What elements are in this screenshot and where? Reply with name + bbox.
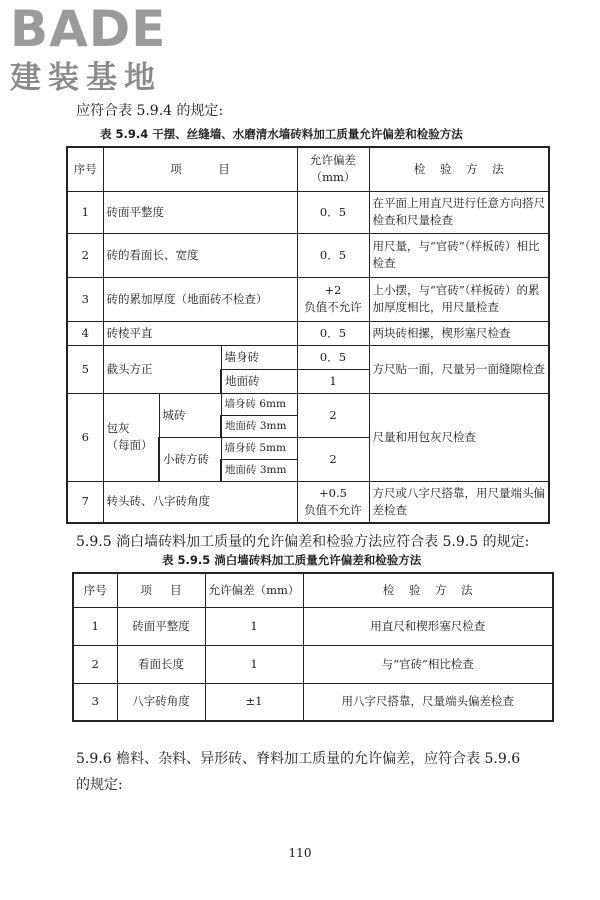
t2-header-item: 项 目 — [117, 573, 205, 607]
t1-r1-item: 砖面平整度 — [103, 191, 297, 233]
t1-r1-method: 在平面上用直尺进行任意方向搭尺检查和尺量检查 — [369, 191, 549, 233]
t1-header-item: 项 目 — [103, 147, 297, 191]
table-row — [73, 683, 553, 721]
table-5-9-5 — [72, 572, 554, 722]
t1-r5-item: 截头方正 — [103, 345, 221, 393]
logo-brand: BADE — [10, 0, 167, 58]
t2-r1-tol: 1 — [205, 607, 303, 645]
t2-header-no: 序号 — [73, 573, 117, 607]
t1-r3-no: 3 — [67, 277, 103, 321]
paragraph-5-9-6-line1: 5.9.6 檐料、杂料、异形砖、脊料加工质量的允许偏差，应符合表 5.9.6 — [76, 751, 521, 767]
t1-r6-group1: 城砖 — [159, 393, 221, 437]
t1-r5-sub2: 地面砖 — [221, 369, 297, 393]
logo-subtitle: 建装基地 — [10, 60, 162, 96]
table-5-9-4 — [66, 146, 550, 524]
intro-text: 应符合表 5.9.4 的规定: — [76, 103, 224, 119]
t2-r1-no: 1 — [73, 607, 117, 645]
table1-caption: 表 5.9.4 干摆、丝缝墙、水磨清水墙砖料加工质量允许偏差和检验方法 — [100, 127, 463, 141]
t1-r3-tol: +2 负值不允许 — [297, 277, 369, 321]
t2-header-method: 检 验 方 法 — [303, 573, 553, 607]
paragraph-5-9-5: 5.9.5 淌白墙砖料加工质量的允许偏差和检验方法应符合表 5.9.5 的规定: — [76, 534, 530, 550]
t2-r2-no: 2 — [73, 645, 117, 683]
t2-r2-item: 看面长度 — [117, 645, 205, 683]
table-row — [73, 645, 553, 683]
table-row — [67, 345, 549, 369]
t1-r6-g1tol: 2 — [297, 393, 369, 437]
t2-r1-item: 砖面平整度 — [117, 607, 205, 645]
t1-r6-item: 包灰 （每面） — [103, 393, 159, 481]
table-row — [67, 393, 549, 415]
t1-r5-no: 5 — [67, 345, 103, 393]
t1-r6-g1b: 地面砖 3mm — [221, 415, 297, 437]
t2-r3-tol: ±1 — [205, 683, 303, 721]
bade-logo — [10, 0, 180, 99]
t1-r3-item: 砖的累加厚度（地面砖不检查） — [103, 277, 297, 321]
t1-r3-method: 上小摆，与“官砖”（样板砖）的累加厚度相比，用尺量检查 — [369, 277, 549, 321]
t1-header-tol: 允许偏差 （mm） — [297, 147, 369, 191]
t1-r7-tol: +0.5 负值不允许 — [297, 481, 369, 523]
paragraph-5-9-6-line2: 的规定: — [76, 777, 123, 793]
t1-r1-tol: 0．5 — [297, 191, 369, 233]
t1-r5-tol2: 1 — [297, 369, 369, 393]
t2-r2-tol: 1 — [205, 645, 303, 683]
table2-caption: 表 5.9.5 淌白墙砖料加工质量允许偏差和检验方法 — [162, 553, 422, 567]
t1-r6-g2a: 墙身砖 5mm — [221, 437, 297, 459]
t1-r2-tol: 0．5 — [297, 233, 369, 277]
t1-r2-item: 砖的看面长、宽度 — [103, 233, 297, 277]
table-row — [67, 321, 549, 345]
t1-r6-g2tol: 2 — [297, 437, 369, 481]
t1-r1-no: 1 — [67, 191, 103, 233]
t2-r3-item: 八字砖角度 — [117, 683, 205, 721]
table-row — [67, 191, 549, 233]
t1-r4-tol: 0．5 — [297, 321, 369, 345]
t1-r2-no: 2 — [67, 233, 103, 277]
t1-r2-method: 用尺量，与“官砖”（样板砖）相比检查 — [369, 233, 549, 277]
t2-r1-method: 用直尺和楔形塞尺检查 — [303, 607, 553, 645]
t2-r3-no: 3 — [73, 683, 117, 721]
t1-r6-g1a: 墙身砖 6mm — [221, 393, 297, 415]
t1-r6-method: 尺量和用包灰尺检查 — [369, 393, 549, 481]
t1-header-method: 检 验 方 法 — [369, 147, 549, 191]
t1-r5-tol1: 0．5 — [297, 345, 369, 369]
t1-r7-method: 方尺或八字尺搭靠，用尺量端头偏差检查 — [369, 481, 549, 523]
t1-r4-method: 两块砖相摞，楔形塞尺检查 — [369, 321, 549, 345]
t1-r7-no: 7 — [67, 481, 103, 523]
t1-r5-sub1: 墙身砖 — [221, 345, 297, 369]
table-row — [67, 233, 549, 277]
table-row — [73, 607, 553, 645]
t1-r5-method: 方尺贴一面，尺量另一面缝隙检查 — [369, 345, 549, 393]
t2-r3-method: 用八字尺搭靠，尺量端头偏差检查 — [303, 683, 553, 721]
t1-r6-group2: 小砖方砖 — [159, 437, 221, 481]
t1-r6-no: 6 — [67, 393, 103, 481]
page-number: 110 — [288, 846, 312, 860]
t1-r4-item: 砖棱平直 — [103, 321, 297, 345]
t1-r6-g2b: 地面砖 3mm — [221, 459, 297, 481]
t1-r7-item: 转头砖、八字砖角度 — [103, 481, 297, 523]
table-row — [67, 481, 549, 523]
t1-r4-no: 4 — [67, 321, 103, 345]
t2-header-tol: 允许偏差（mm） — [205, 573, 303, 607]
table-row — [67, 277, 549, 321]
t1-header-no: 序号 — [67, 147, 103, 191]
t2-r2-method: 与“官砖”相比检查 — [303, 645, 553, 683]
